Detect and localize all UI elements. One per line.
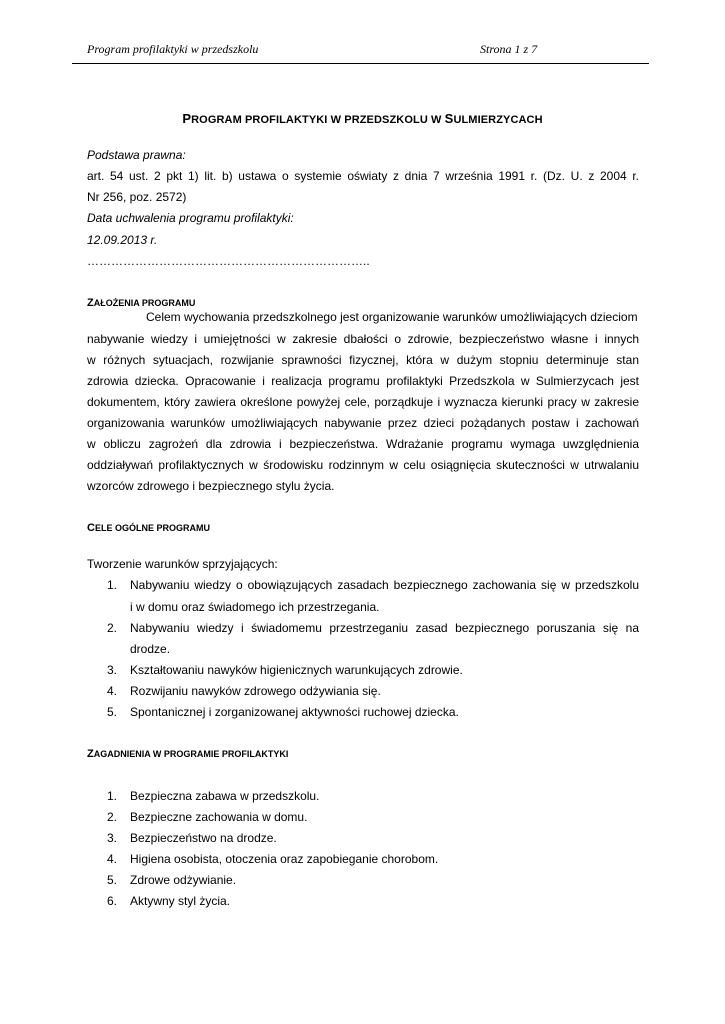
list-item-text: Kształtowaniu nawyków higienicznych warunkujących zdrowie. bbox=[130, 663, 463, 677]
paragraph-line: organizowania warunków umożliwiających nabywanie przez dzieci pożądanych postaw i zachowań bbox=[87, 416, 639, 430]
list-item-text: Bezpieczne zachowania w domu. bbox=[130, 810, 308, 824]
legal-basis-label: Podstawa prawna: bbox=[87, 148, 186, 162]
adoption-date-value: 12.09.2013 r. bbox=[87, 233, 158, 247]
paragraph-line: w różnych sytuacjach, rozwijanie sprawności fizycznej, która w dużym stopniu determinuje stan bbox=[87, 353, 639, 367]
list-item-number: 5. bbox=[107, 705, 118, 719]
list-item-text-cont: drodze. bbox=[130, 642, 171, 656]
heading-rest: AGADNIENIA W PROGRAMIE PROFILAKTYKI bbox=[93, 749, 289, 759]
paragraph-line: Celem wychowania przedszkolnego jest organizowanie warunków umożliwiających dzieciom bbox=[146, 310, 638, 324]
list-item-number: 3. bbox=[107, 831, 118, 845]
list-item-number: 5. bbox=[107, 873, 118, 887]
list-item-number: 1. bbox=[107, 578, 118, 592]
list-item-number: 1. bbox=[107, 789, 118, 803]
list-item-number: 4. bbox=[107, 852, 118, 866]
assumptions-heading bbox=[87, 297, 195, 309]
document-title bbox=[0, 111, 725, 126]
list-item-text: Bezpieczeństwo na drodze. bbox=[130, 831, 277, 845]
goals-heading bbox=[87, 522, 210, 534]
paragraph-line: dokumentem, który zawiera określone powyżej cele, porządkuje i wyznacza kierunki pracy w zakresie bbox=[87, 395, 639, 409]
list-item-text: Nabywaniu wiedzy i świadomemu przestrzeganiu zasad bezpiecznego poruszania się na bbox=[130, 621, 639, 635]
list-item-number: 4. bbox=[107, 684, 118, 698]
heading-rest: AŁOŻENIA PROGRAMU bbox=[93, 298, 196, 308]
dotted-placeholder: …………………………………………………………….. bbox=[87, 254, 370, 268]
title-initial: P bbox=[182, 111, 192, 126]
goals-intro-text: Tworzenie warunków sprzyjających: bbox=[87, 557, 278, 571]
list-item-text-cont: i w domu oraz świadomego ich przestrzegania. bbox=[130, 600, 380, 614]
heading-rest: ELE OGÓLNE PROGRAMU bbox=[94, 523, 210, 533]
paragraph-line: oddziaływań profilaktycznych w środowisku rodzinnym w celu osiągnięcia skuteczności w utrwalaniu bbox=[87, 458, 639, 472]
paragraph-line: zdrowia dziecka. Opracowanie i realizacja programu profilaktyki Przedszkola w Sulmierzycach jest bbox=[87, 374, 639, 388]
legal-basis-line-1: art. 54 ust. 2 pkt 1) lit. b) ustawa o systemie oświaty z dnia 7 września 1991 r. (Dz. U. z 2004 r. bbox=[87, 169, 639, 183]
list-item-text: Spontanicznej i zorganizowanej aktywności ruchowej dziecka. bbox=[130, 705, 459, 719]
title-part-1: ROGRAM PROFILAKTYKI W PRZEDSZKOLU W bbox=[191, 114, 445, 126]
title-initial-2: S bbox=[444, 111, 454, 126]
list-item-text: Nabywaniu wiedzy o obowiązujących zasadach bezpiecznego zachowania się w przedszkolu bbox=[130, 578, 639, 592]
heading-initial: Z bbox=[87, 297, 94, 309]
adoption-date-label: Data uchwalenia programu profilaktyki: bbox=[87, 211, 294, 225]
list-item-number: 2. bbox=[107, 621, 118, 635]
list-item-text: Aktywny styl życia. bbox=[130, 894, 231, 908]
heading-initial: C bbox=[87, 522, 95, 534]
paragraph-line: nabywanie wiedzy i umiejętności w zakresie dbałości o zdrowie, bezpieczeństwo własne i innych bbox=[87, 332, 639, 346]
legal-basis-line-2: Nr 256, poz. 2572) bbox=[87, 190, 187, 204]
list-item-number: 2. bbox=[107, 810, 118, 824]
header-title: Program profilaktyki w przedszkolu bbox=[87, 42, 259, 56]
list-item-text: Rozwijaniu nawyków zdrowego odżywiania się. bbox=[130, 684, 381, 698]
paragraph-line: wzorców zdrowego i bezpiecznego stylu życia. bbox=[87, 479, 335, 493]
list-item-number: 3. bbox=[107, 663, 118, 677]
list-item-text: Higiena osobista, otoczenia oraz zapobieganie chorobom. bbox=[130, 852, 439, 866]
paragraph-line: w obliczu zagrożeń dla zdrowia i bezpieczeństwa. Wdrażanie programu wymaga uwzględnienia bbox=[87, 437, 639, 451]
list-item-number: 6. bbox=[107, 894, 118, 908]
topics-heading bbox=[87, 748, 288, 760]
list-item-text: Zdrowe odżywianie. bbox=[130, 873, 237, 887]
heading-initial: Z bbox=[87, 748, 94, 760]
title-part-2: ULMIERZYCACH bbox=[453, 114, 543, 126]
page-number: Strona 1 z 7 bbox=[480, 42, 538, 56]
header-divider bbox=[72, 63, 649, 64]
list-item-text: Bezpieczna zabawa w przedszkolu. bbox=[130, 789, 320, 803]
